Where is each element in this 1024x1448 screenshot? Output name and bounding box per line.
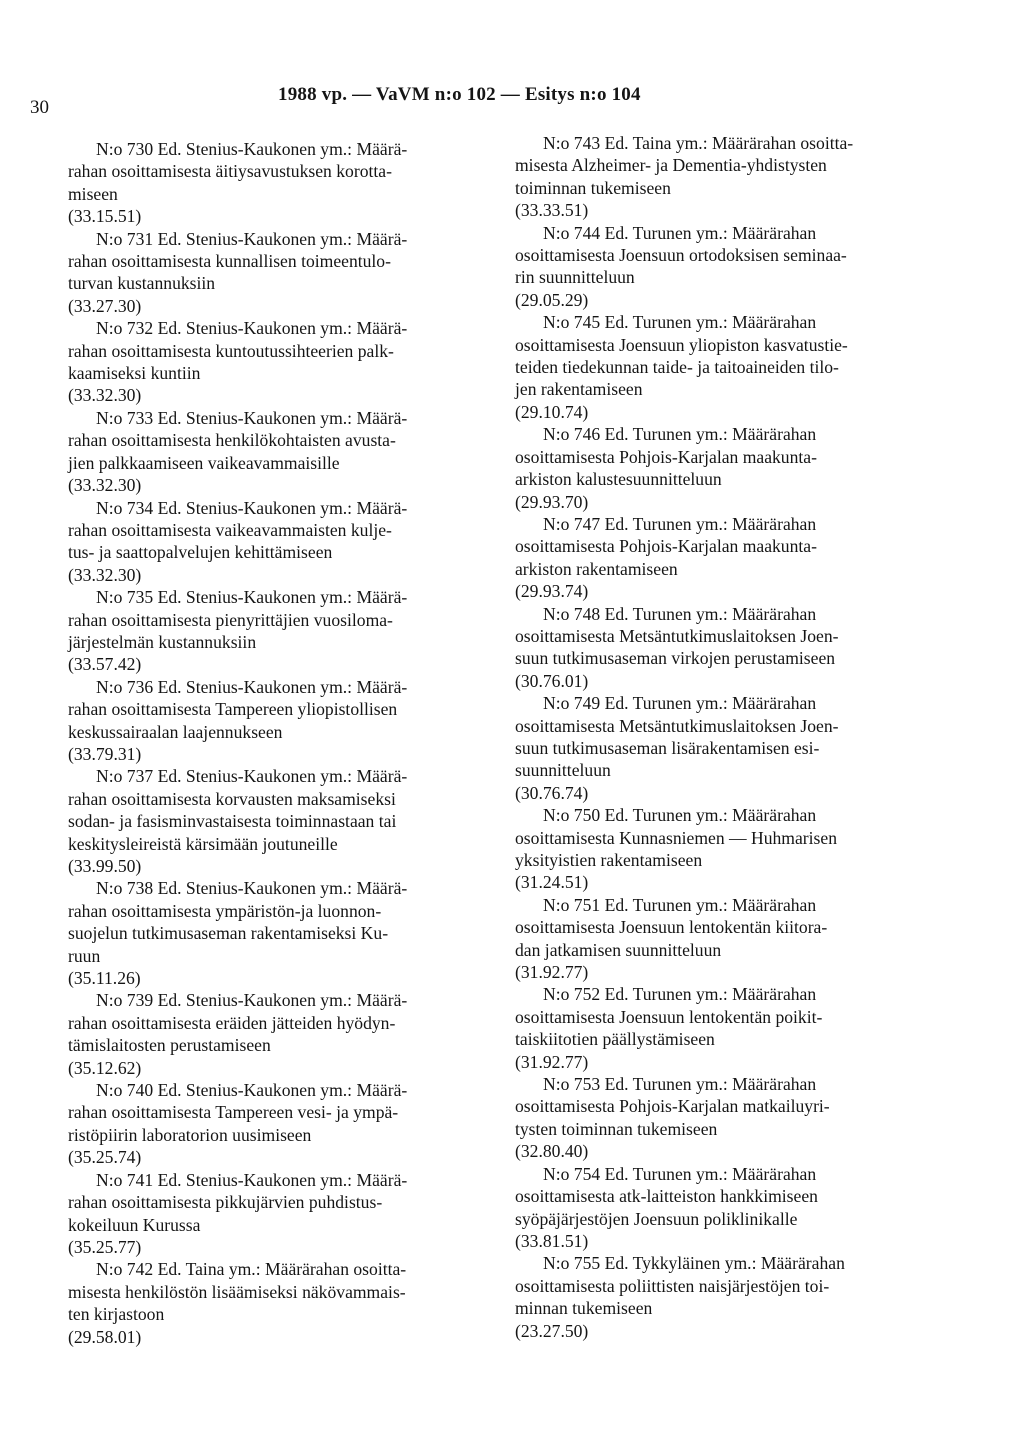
motion-text-line: N:o 731 Ed. Stenius-Kaukonen ym.: Määrä- [96,228,408,249]
motion-text-line: keskussairaalan laajennukseen [68,721,283,742]
motion-text-line: N:o 743 Ed. Taina ym.: Määrärahan osoitta- [543,133,854,153]
motion-text-line: kokeiluun Kurussa [68,1214,201,1235]
motion-text-line: osoittamisesta poliittisten naisjärjestöjen toi- [515,1275,830,1296]
motion-text-line: N:o 746 Ed. Turunen ym.: Määrärahan [543,424,817,445]
motion-entry [515,423,970,513]
motion-text-line: jien palkkaamiseen vaikeavammaisille [68,452,340,473]
motion-text-line: rahan osoittamisesta kuntoutussihteerien palk- [68,340,394,361]
motion-text-line: N:o 738 Ed. Stenius-Kaukonen ym.: Määrä- [96,878,408,899]
motion-text [68,989,508,1056]
motion-text-line: rahan osoittamisesta henkilökohtaisten avusta- [68,430,396,451]
budget-item-code: (29.05.29) [515,289,589,310]
motion-text-line: N:o 748 Ed. Turunen ym.: Määrärahan [543,603,817,624]
motion-entry [68,497,508,587]
motion-text-line: yksityistien rakentamiseen [515,850,703,870]
motion-text-line: N:o 752 Ed. Turunen ym.: Määrärahan [543,984,817,1005]
motion-text-line: N:o 737 Ed. Stenius-Kaukonen ym.: Määrä- [96,766,408,787]
budget-item-code: (33.15.51) [68,206,142,227]
motion-text-line: minnan tukemiseen [515,1298,653,1319]
motion-text-line: N:o 749 Ed. Turunen ym.: Määrärahan [543,693,817,714]
motion-entry [68,138,508,228]
motion-text-line: suun tutkimusaseman virkojen perustamiseen [515,648,836,669]
budget-item-code: (30.76.74) [515,782,589,803]
motion-text-line: sodan- ja fasisminvastaisesta toiminnastaan tai [68,811,397,832]
motion-text-line: N:o 750 Ed. Turunen ym.: Määrärahan [543,805,817,826]
motion-entry [68,228,508,318]
budget-item-code: (33.33.51) [515,200,589,221]
motion-text [515,1163,970,1230]
motion-text [515,804,970,871]
motion-entry [515,894,970,984]
motion-entry [68,586,508,676]
motion-text-line: N:o 735 Ed. Stenius-Kaukonen ym.: Määrä- [96,587,408,608]
motion-entry [515,692,970,804]
budget-item-code: (33.57.42) [68,654,142,675]
motion-text-line: N:o 732 Ed. Stenius-Kaukonen ym.: Määrä- [96,318,408,339]
motion-entry [68,676,508,766]
motion-text-line: misesta henkilöstön lisäämiseksi näkövammais- [68,1281,406,1302]
motion-text [68,228,508,295]
right-column [515,132,970,1342]
motion-text-line: rahan osoittamisesta Tampereen vesi- ja ympä- [68,1102,399,1123]
motion-entry [515,132,970,222]
motion-text-line: osoittamisesta Joensuun lentokentän poikit- [515,1006,823,1027]
motion-text-line: ristöpiirin laboratorion uusimiseen [68,1124,312,1145]
motion-entry [68,1258,508,1348]
motion-text-line: syöpäjärjestöjen Joensuun poliklinikalle [515,1208,798,1229]
motion-text [515,1073,970,1140]
motion-text-line: N:o 747 Ed. Turunen ym.: Määrärahan [543,513,817,534]
motion-entry [515,1073,970,1163]
motion-entry [515,804,970,894]
budget-item-code: (29.93.70) [515,491,589,512]
motion-text-line: N:o 733 Ed. Stenius-Kaukonen ym.: Määrä- [96,407,408,428]
motion-text-line: rahan osoittamisesta Tampereen yliopistollisen [68,699,398,720]
motion-text-line: misesta Alzheimer- ja Dementia-yhdistysten [515,155,827,176]
motion-text-line: turvan kustannuksiin [68,273,216,294]
motion-text-line: rahan osoittamisesta eräiden jätteiden hyödyn- [68,1012,396,1033]
motion-text-line: N:o 736 Ed. Stenius-Kaukonen ym.: Määrä- [96,676,408,697]
budget-item-code: (29.93.74) [515,581,589,602]
motion-text-line: rahan osoittamisesta pikkujärvien puhdistus- [68,1192,383,1213]
motion-text [515,1252,970,1319]
budget-item-code: (33.32.30) [68,475,142,496]
budget-item-code: (33.81.51) [515,1230,589,1251]
motion-text-line: N:o 734 Ed. Stenius-Kaukonen ym.: Määrä- [96,497,408,518]
motion-entry [68,989,508,1079]
motion-entry [68,1079,508,1169]
budget-item-code: (35.25.74) [68,1147,142,1168]
motion-text-line: arkiston kalustesuunnitteluun [515,469,722,490]
running-header: 1988 vp. — VaVM n:o 102 — Esitys n:o 104 [278,84,641,105]
motion-text-line: N:o 740 Ed. Stenius-Kaukonen ym.: Määrä- [96,1080,408,1101]
motion-entry [515,1163,970,1253]
motion-text-line: osoittamisesta Pohjois-Karjalan maakunta- [515,536,817,557]
motion-text [68,138,508,205]
motion-entry [68,765,508,877]
motion-text-line: N:o 730 Ed. Stenius-Kaukonen ym.: Määrä- [96,139,408,159]
motion-text-line: N:o 745 Ed. Turunen ym.: Määrärahan [543,312,817,333]
motion-text-line: suojelun tutkimusaseman rakentamiseksi Ku- [68,923,389,944]
motion-text-line: toiminnan tukemiseen [515,177,671,198]
motion-text-line: N:o 755 Ed. Tykkyläinen ym.: Määrärahan [543,1253,845,1274]
budget-item-code: (23.27.50) [515,1320,589,1341]
motion-text-line: tus- ja saattopalvelujen kehittämiseen [68,542,333,563]
motion-text-line: osoittamisesta Joensuun ortodoksisen seminaa- [515,245,847,266]
motion-text-line: rahan osoittamisesta äitiysavustuksen korotta- [68,161,392,182]
motion-text-line: dan jatkamisen suunnitteluun [515,939,722,960]
motion-text [68,676,508,743]
budget-item-code: (35.11.26) [68,968,141,989]
budget-item-code: (33.32.30) [68,564,142,585]
motion-text-line: tysten toiminnan tukemiseen [515,1118,718,1139]
motion-text-line: osoittamisesta Pohjois-Karjalan matkailuyri- [515,1096,830,1117]
motion-text-line: osoittamisesta Metsäntutkimuslaitoksen Joen- [515,625,839,646]
motion-text [515,983,970,1050]
budget-item-code: (29.10.74) [515,401,589,422]
motion-text [68,497,508,564]
motion-text [515,513,970,580]
motion-text-line: miseen [68,183,118,204]
budget-item-code: (33.99.50) [68,856,142,876]
motion-entry [68,317,508,407]
motion-text-line: N:o 739 Ed. Stenius-Kaukonen ym.: Määrä- [96,990,408,1011]
motion-text-line: N:o 753 Ed. Turunen ym.: Määrärahan [543,1074,817,1095]
budget-item-code: (30.76.01) [515,670,589,691]
motion-text-line: rahan osoittamisesta vaikeavammaisten kulje- [68,519,392,540]
motion-text-line: N:o 744 Ed. Turunen ym.: Määrärahan [543,222,817,243]
motion-text [68,586,508,653]
motion-text [515,894,970,961]
motion-text-line: arkiston rakentamiseen [515,558,678,579]
motion-text-line: rin suunnitteluun [515,267,635,288]
motion-entry [515,983,970,1073]
budget-item-code: (33.27.30) [68,295,142,316]
motion-text-line: osoittamisesta Pohjois-Karjalan maakunta- [515,446,817,467]
motion-text [515,423,970,490]
motion-text-line: N:o 751 Ed. Turunen ym.: Määrärahan [543,894,817,915]
left-column [68,138,508,1348]
budget-item-code: (33.79.31) [68,743,142,764]
motion-text [68,407,508,474]
motion-text-line: osoittamisesta atk-laitteiston hankkimiseen [515,1186,818,1207]
motion-text-line: N:o 741 Ed. Stenius-Kaukonen ym.: Määrä- [96,1169,408,1190]
motion-text-line: taiskiitotien päällystämiseen [515,1029,715,1050]
motion-text [515,603,970,670]
motion-text-line: rahan osoittamisesta korvausten maksamiseksi [68,788,396,809]
motion-text [68,1258,508,1325]
page-number: 30 [30,97,49,118]
motion-entry [68,1169,508,1259]
motion-text [515,311,970,401]
motion-text [68,317,508,384]
motion-entry [68,407,508,497]
budget-item-code: (31.92.77) [515,962,589,983]
motion-entry [515,311,970,423]
budget-item-code: (32.80.40) [515,1141,589,1162]
motion-text-line: keskitysleireistä kärsimään joutuneille [68,833,338,854]
motion-entry [68,877,508,989]
budget-item-code: (31.92.77) [515,1051,589,1072]
motion-text-line: N:o 754 Ed. Turunen ym.: Määrärahan [543,1163,817,1184]
motion-text [515,132,970,199]
budget-item-code: (31.24.51) [515,872,589,893]
motion-text [68,1079,508,1146]
motion-entry [515,1252,970,1342]
budget-item-code: (29.58.01) [68,1326,142,1347]
motion-text-line: tämislaitosten perustamiseen [68,1035,271,1056]
motion-entry [515,603,970,693]
motion-entry [515,513,970,603]
motion-text [515,222,970,289]
budget-item-code: (33.32.30) [68,385,142,406]
motion-text-line: osoittamisesta Joensuun yliopiston kasvatustie- [515,334,848,355]
motion-text-line: osoittamisesta Joensuun lentokentän kiitora- [515,917,828,938]
motion-text-line: järjestelmän kustannuksiin [68,631,257,652]
motion-text-line: suunnitteluun [515,760,611,781]
motion-text-line: ruun [68,945,101,966]
motion-text-line: rahan osoittamisesta pienyrittäjien vuosiloma- [68,609,393,630]
motion-entry [515,222,970,312]
motion-text-line: suun tutkimusaseman lisärakentamisen esi- [515,737,820,758]
motion-text [68,765,508,855]
motion-text-line: N:o 742 Ed. Taina ym.: Määrärahan osoitta- [96,1259,407,1280]
motion-text-line: rahan osoittamisesta kunnallisen toimeentulo- [68,251,391,272]
motion-text [515,692,970,782]
budget-item-code: (35.12.62) [68,1057,142,1078]
motion-text-line: rahan osoittamisesta ympäristön-ja luonnon- [68,900,382,921]
motion-text-line: teiden tiedekunnan taide- ja taitoaineiden tilo- [515,357,839,378]
budget-item-code: (35.25.77) [68,1236,142,1257]
motion-text-line: osoittamisesta Metsäntutkimuslaitoksen Joen- [515,715,839,736]
motion-text-line: ten kirjastoon [68,1304,165,1325]
motion-text [68,877,508,967]
motion-text-line: kaamiseksi kuntiin [68,363,201,384]
motion-text [68,1169,508,1236]
motion-text-line: osoittamisesta Kunnasniemen — Huhmarisen [515,827,838,848]
motion-text-line: jen rakentamiseen [515,379,643,400]
